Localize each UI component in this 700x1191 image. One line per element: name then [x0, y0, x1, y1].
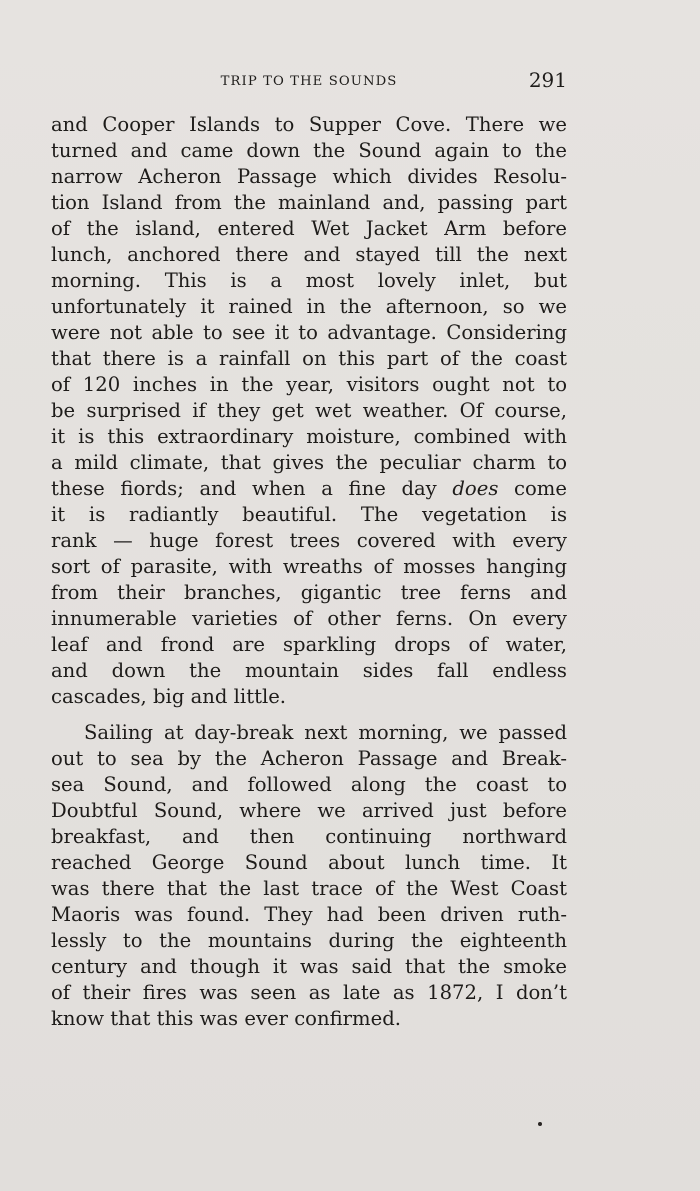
text-line: of the island, entered Wet Jacket Arm before — [51, 217, 567, 240]
paragraph-2 — [51, 720, 567, 1032]
text-line: lunch, anchored there and stayed till the next — [51, 243, 567, 266]
text-line: century and though it was said that the smoke — [51, 955, 567, 978]
text-line: that there is a rainfall on this part of the coast — [51, 347, 567, 370]
text-line: Sailing at day-break next morning, we passed — [84, 721, 567, 744]
text-line: reached George Sound about lunch time. It — [51, 851, 567, 874]
running-title: TRIP TO THE SOUNDS — [220, 74, 398, 89]
paragraph-1 — [51, 112, 567, 710]
text-line: leaf and frond are sparkling drops of water, — [51, 633, 567, 656]
text-line: morning. This is a most lovely inlet, but — [51, 269, 567, 292]
text-line: and Cooper Islands to Supper Cove. There we — [51, 113, 567, 136]
text-line-with-emphasis — [51, 476, 567, 502]
text-line: innumerable varieties of other ferns. On every — [51, 607, 567, 630]
text-line: be surprised if they get wet weather. Of course, — [51, 399, 567, 422]
text-line: Doubtful Sound, where we arrived just before — [51, 799, 567, 822]
text-line: of their fires was seen as late as 1872, I don’t — [51, 981, 567, 1004]
emphasized-word: does — [452, 477, 499, 500]
page-number: 291 — [528, 68, 567, 92]
text-line: was there that the last trace of the West Coast — [51, 877, 567, 900]
line-segment: these fiords; and when a fine day — [51, 477, 453, 500]
text-line: and down the mountain sides fall endless — [51, 659, 567, 682]
text-line: sort of parasite, with wreaths of mosses hanging — [51, 555, 567, 578]
text-line: were not able to see it to advantage. Considering — [51, 321, 567, 344]
text-line: cascades, big and little. — [51, 685, 287, 708]
ink-speck — [538, 1122, 542, 1126]
text-line: it is this extraordinary moisture, combined with — [51, 425, 567, 448]
text-line: breakfast, and then continuing northward — [51, 825, 567, 848]
text-line: narrow Acheron Passage which divides Resolu- — [51, 165, 567, 188]
body-text — [51, 112, 567, 1032]
text-line: unfortunately it rained in the afternoon, so we — [51, 295, 567, 318]
text-line: rank — huge forest trees covered with every — [51, 529, 567, 552]
text-line: of 120 inches in the year, visitors ought not to — [51, 373, 567, 396]
text-line: out to sea by the Acheron Passage and Break- — [51, 747, 567, 770]
text-line: it is radiantly beautiful. The vegetation is — [51, 503, 567, 526]
running-head — [51, 68, 567, 96]
text-line: from their branches, gigantic tree ferns and — [51, 581, 567, 604]
text-line: turned and came down the Sound again to the — [51, 139, 567, 162]
text-line: know that this was ever confirmed. — [51, 1007, 401, 1030]
text-line: lessly to the mountains during the eighteenth — [51, 929, 567, 952]
text-line: tion Island from the mainland and, passing part — [51, 191, 567, 214]
line-segment: come — [498, 477, 567, 500]
text-line: a mild climate, that gives the peculiar charm to — [51, 451, 567, 474]
text-line: Maoris was found. They had been driven ruth- — [51, 903, 567, 926]
text-line: sea Sound, and followed along the coast to — [51, 773, 567, 796]
